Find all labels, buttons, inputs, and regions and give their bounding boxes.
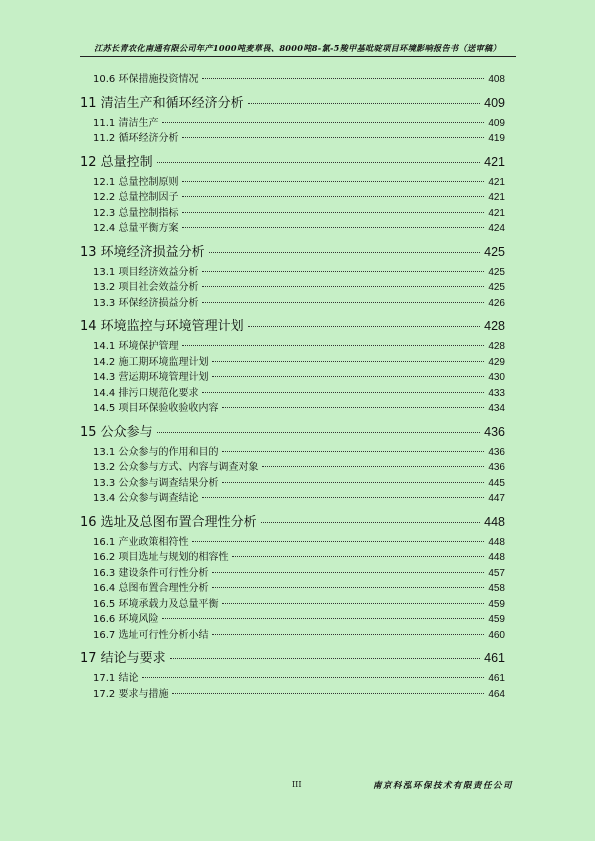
toc-entry-page: 448	[484, 514, 505, 529]
toc-section-entry[interactable]	[80, 219, 505, 235]
toc-entry-page: 459	[488, 614, 505, 625]
toc-entry-label: 11.1 清洁生产	[93, 117, 159, 129]
dot-leader	[262, 466, 484, 467]
toc-section-entry[interactable]	[80, 458, 505, 474]
toc-entry-page: 433	[488, 387, 505, 399]
toc-entry-label: 14.5 项目环保验收验收内容	[93, 403, 219, 414]
toc-section-entry[interactable]	[80, 278, 505, 294]
dot-leader	[202, 78, 484, 79]
dot-leader	[261, 522, 480, 523]
dot-leader	[248, 103, 480, 104]
toc-entry-page: 448	[488, 536, 505, 548]
toc-entry-page: 429	[488, 356, 505, 368]
toc-chapter-entry[interactable]	[80, 505, 505, 533]
toc-section-entry[interactable]	[80, 70, 505, 86]
toc-section-entry[interactable]	[80, 114, 505, 130]
dot-leader	[222, 482, 484, 483]
dot-leader	[248, 326, 480, 327]
toc-section-entry[interactable]	[80, 474, 505, 490]
footer-company: 南京科泓环保技术有限责任公司	[372, 781, 513, 791]
toc-entry-label: 17 结论与要求	[80, 651, 166, 666]
toc-section-entry[interactable]	[80, 384, 505, 400]
toc-entry-label: 14.2 施工期环境监理计划	[93, 356, 209, 368]
toc-entry-page: 408	[488, 74, 505, 85]
dot-leader	[222, 603, 484, 604]
dot-leader	[182, 196, 484, 197]
toc-section-entry[interactable]	[80, 188, 505, 204]
toc-entry-page: 434	[488, 403, 505, 414]
toc-entry-label: 17.2 要求与措施	[93, 688, 169, 700]
dot-leader	[170, 658, 480, 659]
dot-leader	[162, 618, 484, 619]
toc-entry-page: 457	[488, 567, 505, 579]
dot-leader	[192, 541, 484, 542]
dot-leader	[182, 137, 484, 138]
toc-entry-page: 445	[488, 477, 505, 489]
toc-entry-page: 421	[488, 207, 505, 219]
dot-leader	[209, 252, 480, 253]
toc-entry-label: 16.7 选址可行性分析小结	[93, 629, 209, 641]
toc-entry-page: 426	[488, 297, 505, 309]
toc-section-entry[interactable]	[80, 669, 505, 685]
toc-chapter-entry[interactable]	[80, 415, 505, 443]
toc-entry-label: 13 环境经济损益分析	[80, 244, 205, 260]
toc-entry-label: 12.3 总量控制指标	[93, 207, 179, 219]
toc-chapter-entry[interactable]	[80, 145, 505, 173]
toc-entry-label: 16.1 产业政策相符性	[93, 536, 189, 548]
dot-leader	[182, 181, 484, 182]
toc-chapter-entry[interactable]	[80, 641, 505, 669]
toc-chapter-entry[interactable]	[80, 235, 505, 263]
toc-entry-page: 428	[488, 341, 505, 352]
dot-leader	[182, 212, 484, 213]
dot-leader	[157, 432, 480, 433]
toc-section-entry[interactable]	[80, 489, 505, 505]
toc-entry-label: 12 总量控制	[80, 154, 153, 170]
toc-section-entry[interactable]	[80, 579, 505, 595]
dot-leader	[222, 451, 484, 452]
toc-entry-page: 425	[484, 244, 505, 259]
toc-entry-label: 16.6 环境风险	[93, 614, 159, 625]
toc-entry-label: 11.2 循环经济分析	[93, 133, 179, 144]
toc-entry-page: 447	[488, 493, 505, 504]
dot-leader	[232, 556, 484, 557]
toc-section-entry[interactable]	[80, 294, 505, 310]
toc-chapter-entry[interactable]	[80, 309, 505, 337]
dot-leader	[202, 302, 484, 303]
toc-entry-label: 10.6 环保措施投资情况	[93, 74, 199, 85]
toc-entry-label: 16.5 环境承载力及总量平衡	[93, 598, 219, 610]
toc-entry-label: 12.4 总量平衡方案	[93, 223, 179, 234]
toc-entry-page: 436	[488, 462, 505, 473]
toc-entry-label: 17.1 结论	[93, 673, 139, 684]
dot-leader	[162, 122, 484, 123]
toc-entry-label: 14.3 营运期环境管理计划	[93, 372, 209, 383]
toc-entry-page: 424	[488, 223, 505, 234]
toc-entry-page: 428	[484, 319, 505, 333]
toc-entry-label: 11 清洁生产和循环经济分析	[80, 95, 244, 111]
toc-entry-page: 459	[488, 598, 505, 610]
toc-section-entry[interactable]	[80, 548, 505, 564]
toc-section-entry[interactable]	[80, 564, 505, 580]
dot-leader	[182, 345, 484, 346]
dot-leader	[202, 497, 484, 498]
document-header: 江苏长青农化南通有限公司年产1000吨麦草畏、8000吨8-氯-5羧甲基吡啶项目环境影响报告书（送审稿）	[94, 43, 501, 53]
toc-section-entry[interactable]	[80, 533, 505, 549]
dot-leader	[202, 271, 484, 272]
dot-leader	[212, 572, 484, 573]
toc-entry-page: 409	[488, 117, 505, 129]
dot-leader	[222, 407, 484, 408]
toc-section-entry[interactable]	[80, 204, 505, 220]
dot-leader	[212, 587, 484, 588]
header-rule	[80, 56, 516, 57]
toc-chapter-entry[interactable]	[80, 86, 505, 114]
toc-entry-page: 421	[488, 192, 505, 203]
toc-entry-label: 13.3 环保经济损益分析	[93, 297, 199, 309]
toc-entry-label: 13.2 公众参与方式、内容与调查对象	[93, 462, 259, 473]
toc-entry-label: 16 选址及总图布置合理性分析	[80, 514, 257, 530]
toc-entry-label: 16.4 总图布置合理性分析	[93, 583, 209, 594]
toc-entry-page: 419	[488, 133, 505, 144]
toc-entry-page: 461	[484, 651, 505, 665]
table-of-contents	[80, 70, 505, 700]
dot-leader	[202, 286, 484, 287]
dot-leader	[142, 677, 484, 678]
toc-entry-label: 14 环境监控与环境管理计划	[80, 319, 244, 334]
toc-entry-label: 16.2 项目选址与规划的相容性	[93, 552, 229, 563]
toc-entry-page: 460	[488, 629, 505, 641]
toc-section-entry[interactable]	[80, 399, 505, 415]
dot-leader	[212, 376, 484, 377]
toc-entry-label: 13.3 公众参与调查结果分析	[93, 477, 219, 489]
toc-entry-label: 15 公众参与	[80, 424, 153, 440]
toc-section-entry[interactable]	[80, 129, 505, 145]
toc-section-entry[interactable]	[80, 595, 505, 611]
toc-entry-page: 430	[488, 372, 505, 383]
toc-entry-label: 14.1 环境保护管理	[93, 341, 179, 352]
toc-entry-label: 12.2 总量控制因子	[93, 192, 179, 203]
toc-entry-page: 425	[488, 266, 505, 278]
toc-section-entry[interactable]	[80, 443, 505, 459]
toc-section-entry[interactable]	[80, 337, 505, 353]
toc-section-entry[interactable]	[80, 685, 505, 701]
toc-section-entry[interactable]	[80, 263, 505, 279]
toc-entry-page: 421	[488, 176, 505, 188]
page-number: III	[292, 780, 302, 789]
toc-entry-label: 13.4 公众参与调查结论	[93, 493, 199, 504]
toc-section-entry[interactable]	[80, 610, 505, 626]
toc-entry-page: 448	[488, 552, 505, 563]
dot-leader	[212, 634, 484, 635]
toc-entry-page: 436	[484, 424, 505, 439]
toc-entry-page: 461	[488, 673, 505, 684]
toc-entry-label: 13.2 项目社会效益分析	[93, 282, 199, 293]
toc-entry-page: 436	[488, 446, 505, 458]
toc-entry-label: 12.1 总量控制原则	[93, 176, 179, 188]
toc-entry-page: 458	[488, 583, 505, 594]
dot-leader	[157, 162, 480, 163]
toc-section-entry[interactable]	[80, 626, 505, 642]
toc-entry-page: 409	[484, 95, 505, 110]
toc-entry-label: 16.3 建设条件可行性分析	[93, 567, 209, 579]
dot-leader	[212, 361, 484, 362]
toc-entry-label: 13.1 项目经济效益分析	[93, 266, 199, 278]
dot-leader	[202, 392, 484, 393]
dot-leader	[172, 693, 484, 694]
toc-entry-label: 14.4 排污口规范化要求	[93, 387, 199, 399]
toc-entry-label: 13.1 公众参与的作用和目的	[93, 446, 219, 458]
toc-entry-page: 425	[488, 282, 505, 293]
dot-leader	[182, 227, 484, 228]
toc-entry-page: 421	[484, 154, 505, 169]
toc-section-entry[interactable]	[80, 353, 505, 369]
toc-section-entry[interactable]	[80, 173, 505, 189]
toc-entry-page: 464	[488, 688, 505, 700]
toc-section-entry[interactable]	[80, 368, 505, 384]
